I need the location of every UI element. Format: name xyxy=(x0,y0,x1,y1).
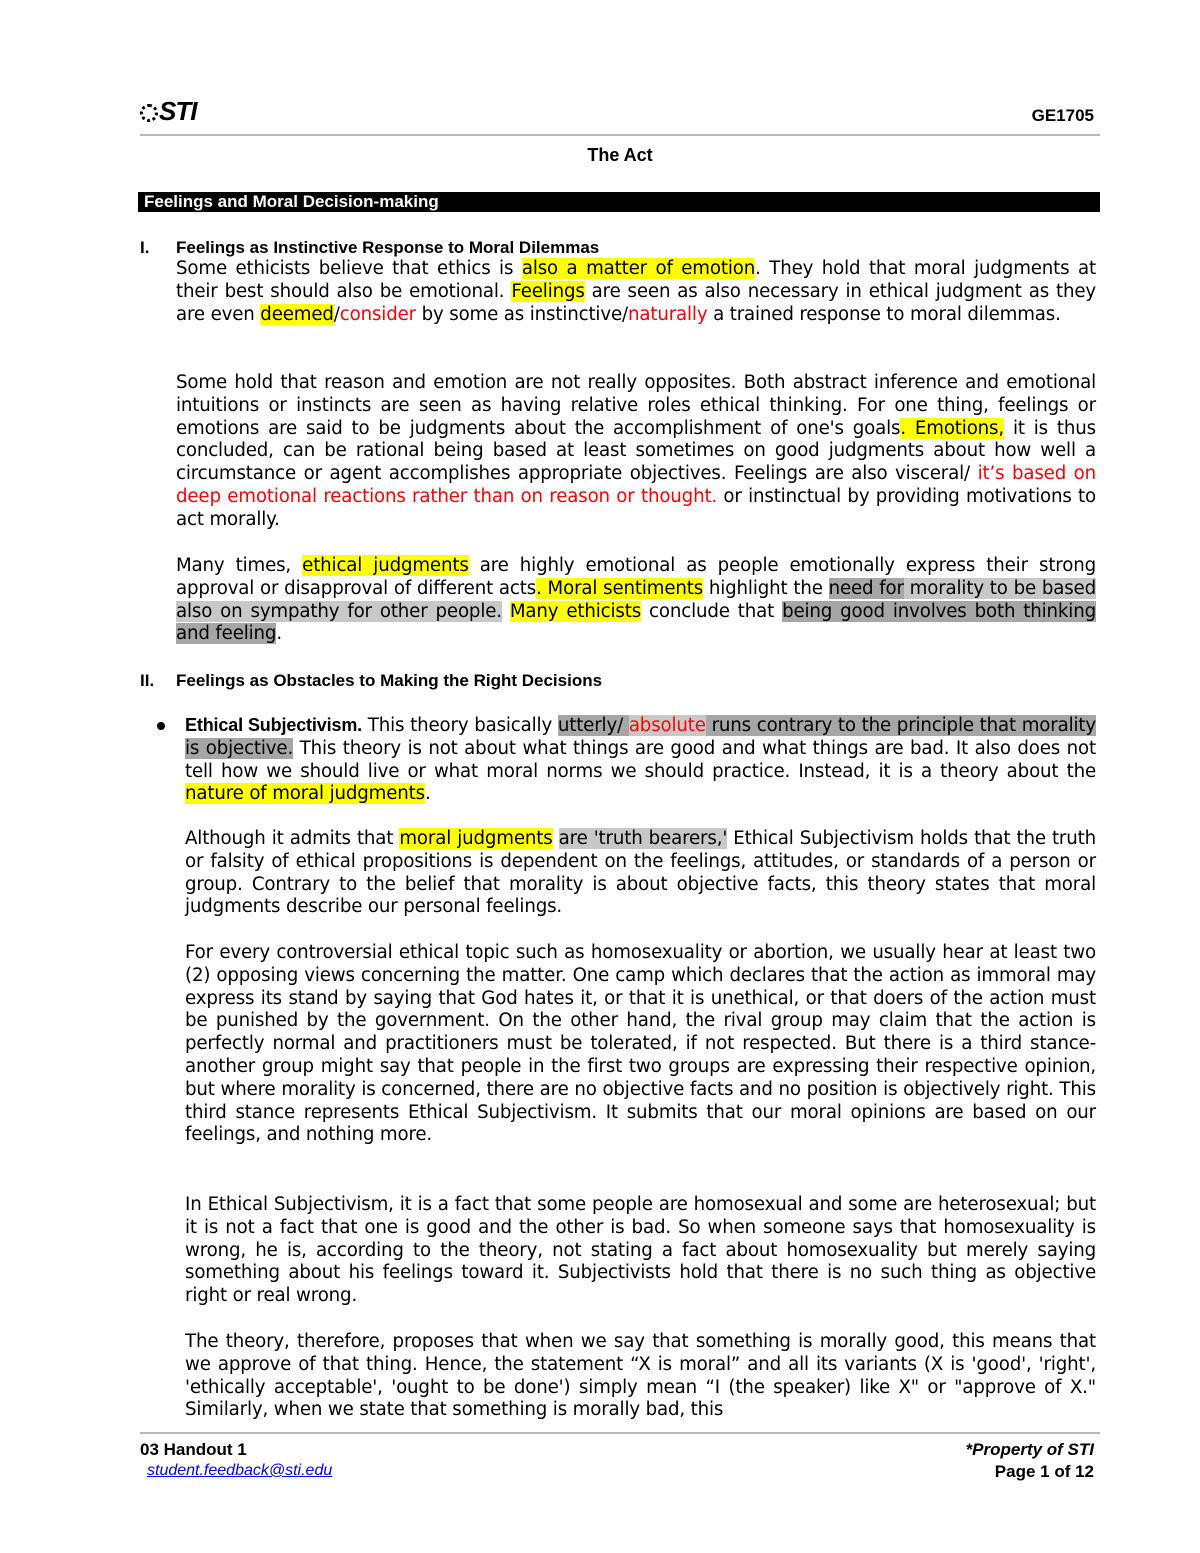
section-1-paragraph-2: Some hold that reason and emotion are not really opposites. Both abstract inference and emotional intuitions or instincts are seen as having relative roles ethical thinking. For one thing, feelings or emotions are said to be judgments about the accomplishment of one's goals. Emotions, it is thus concluded, can be rational being based at least sometimes on good judgments about how well a circumstance or agent accomplishes appropriate objectives. Feelings are also visceral/ it’s based on deep emotional reactions rather than on reason or thought. or instinctual by providing motivations to act morally. xyxy=(176,372,1097,530)
page-number: Page 1 of 12 xyxy=(994,1462,1094,1481)
sti-logo xyxy=(140,96,196,127)
feedback-email-link[interactable]: student.feedback@sti.edu xyxy=(147,1462,333,1479)
subjectivism-paragraph-1: Ethical Subjectivism. This theory basically utterly/ absolute runs contrary to the principle that morality is objective. This theory is not about what things are good and what things are bad. It also does not tell how we should live or what moral norms we should practice. Instead, it is a theory about the nature of moral judgments. xyxy=(185,715,1097,805)
section-banner: Feelings and Moral Decision-making xyxy=(138,192,1100,212)
subjectivism-paragraph-5: The theory, therefore, proposes that when we say that something is morally good, this means that we approve of that thing. Hence, the statement “X is moral” and all its variants (X is 'good', 'right', 'ethically acceptable', 'ought to be done') simply mean “I (the speaker) like X" or "approve of X." Similarly, when we state that something is morally bad, this xyxy=(185,1331,1096,1421)
property-label: *Property of STI xyxy=(965,1440,1094,1459)
course-code: GE1705 xyxy=(1031,106,1094,125)
subjectivism-paragraph-4: In Ethical Subjectivism, it is a fact that some people are homosexual and some are heterosexual; but it is not a fact that one is good and the other is bad. So when someone says that homosexuality is wrong, he is, according to the theory, not stating a fact about homosexuality but merely saying something about his feelings toward it. Subjectivists hold that there is no such thing as objective right or real wrong. xyxy=(185,1194,1096,1307)
bullet-dot-icon xyxy=(157,722,165,730)
logo-text: STI xyxy=(159,96,197,126)
handout-label: 03 Handout 1 xyxy=(140,1440,247,1459)
section-2-heading: Feelings as Obstacles to Making the Right Decisions xyxy=(176,671,603,690)
section-1-heading: Feelings as Instinctive Response to Moral Dilemmas xyxy=(176,238,600,257)
header-divider xyxy=(140,134,1100,136)
page-title: The Act xyxy=(587,145,653,165)
section-1-paragraph-3: Many times, ethical judgments are highly emotional as people emotionally express their strong approval or disapproval of different acts. Moral sentiments highlight the need for morality to be based also on sympathy for other people. Many ethicists conclude that being good involves both thinking and feeling. xyxy=(176,555,1096,645)
subjectivism-paragraph-3: For every controversial ethical topic such as homosexuality or abortion, we usually hear at least two (2) opposing views concerning the matter. One camp which declares that the action as immoral may express its stand by saying that God hates it, or that it is unethical, or that doers of the action must be punished by the government. On the other hand, the rival group may claim that the action is perfectly normal and practitioners must be tolerated, if not respected. But there is a third stance-another group might say that people in the first two groups are expressing their respective opinion, but where morality is concerned, there are no objective facts and no position is objectively right. This third stance represents Ethical Subjectivism. It submits that our moral opinions are based on our feelings, and nothing more. xyxy=(185,942,1096,1146)
footer-divider xyxy=(140,1432,1100,1434)
section-2-numeral: II. xyxy=(140,671,155,690)
sti-logo-mark-icon xyxy=(140,104,158,122)
section-1-paragraph-1: Some ethicists believe that ethics is also a matter of emotion. They hold that moral judgments at their best should also be emotional. Feelings are seen as also necessary in ethical judgment as they are even deemed/consider by some as instinctive/naturally a trained response to moral dilemmas. xyxy=(176,258,1097,325)
subjectivism-paragraph-2: Although it admits that moral judgments are 'truth bearers,' Ethical Subjectivism holds that the truth or falsity of ethical propositions is dependent on the feelings, attitudes, or standards of a person or group. Contrary to the belief that morality is about objective facts, this theory states that moral judgments describe our personal feelings. xyxy=(185,828,1096,918)
section-1-numeral: I. xyxy=(140,238,150,257)
